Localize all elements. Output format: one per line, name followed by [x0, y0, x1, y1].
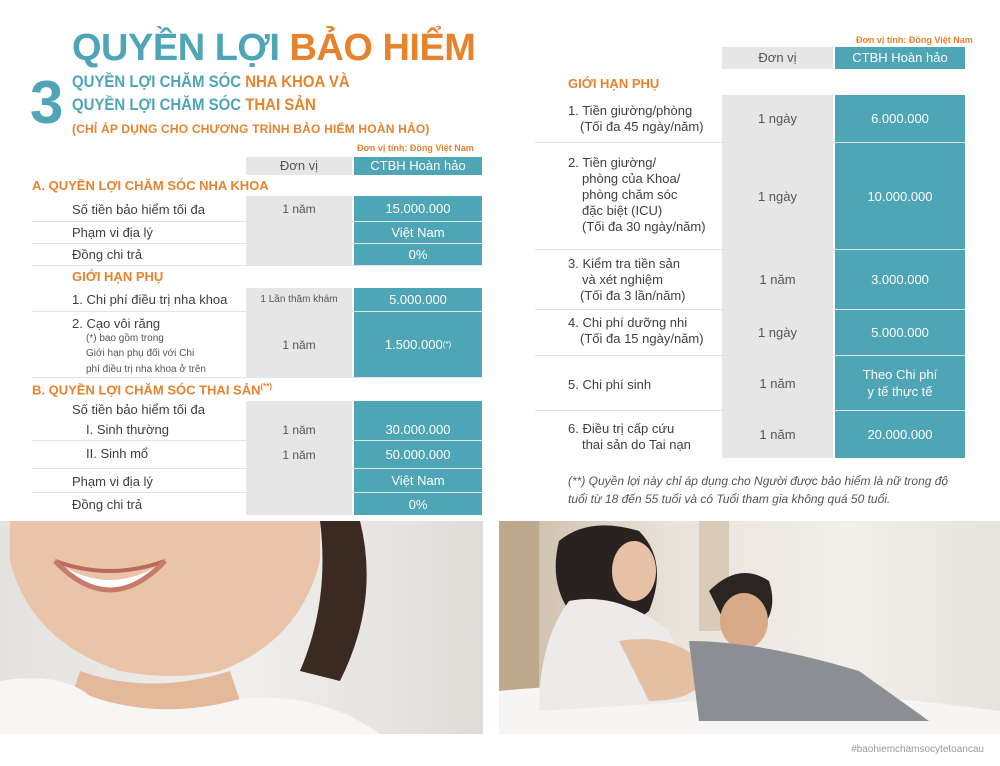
subtitle1-part1: QUYỀN LỢI CHĂM SÓC [72, 72, 242, 91]
row-label: Phạm vi địa lý [72, 474, 153, 489]
pregnant-couple-photo [499, 521, 1000, 734]
row-unit: 1 năm [246, 196, 352, 221]
row-unit: 1 năm [722, 356, 833, 410]
subtitle-line1 [72, 71, 350, 93]
table-row [32, 196, 482, 222]
row-label-line: 4. Chi phí dưỡng nhi [568, 315, 688, 330]
row-label [568, 377, 651, 393]
smiling-woman-illustration [0, 521, 483, 734]
row-label: 1. Chi phí điều trị nha khoa [72, 292, 228, 307]
row-label: Đồng chi trả [72, 497, 143, 512]
row-value-line: 6.000.000 [871, 111, 929, 126]
row-value-line: 3.000.000 [871, 272, 929, 287]
title-part2: BẢO HIỂM [289, 27, 476, 69]
table-row [32, 222, 482, 244]
row-label [568, 421, 691, 453]
scaling-note-1: (*) bao gồm trong [86, 333, 164, 344]
row-label: Phạm vi địa lý [72, 225, 153, 240]
couple-illustration [499, 521, 1000, 734]
row-unit: 1 Lần thăm khám [246, 288, 352, 311]
title-part1: QUYỀN LỢI [72, 27, 280, 69]
row-value [835, 95, 965, 142]
row-value-line: 10.000.000 [867, 188, 933, 204]
section-b-heading [32, 382, 272, 397]
row-value-line: 5.000.000 [871, 325, 929, 340]
row-label-line: phòng chăm sóc [582, 187, 678, 202]
row-value [835, 143, 965, 249]
row-value: Việt Nam [354, 469, 482, 492]
row-label-line: phòng của Khoa/ [582, 171, 681, 186]
row-label-line: (Tối đa 30 ngày/năm) [582, 219, 706, 234]
row-value-line: Theo Chi phí [862, 367, 938, 382]
row-unit [246, 469, 352, 492]
section-b-text: B. QUYỀN LỢI CHĂM SÓC THAI SẢN [32, 382, 261, 398]
row-label-line: thai sản do Tai nạn [582, 437, 691, 452]
row-label-line: (Tối đa 45 ngày/năm) [580, 119, 704, 134]
row-unit [246, 401, 352, 419]
row-label-line: 3. Kiểm tra tiền sản [568, 256, 680, 271]
row-unit [246, 493, 352, 515]
row-unit: 1 ngày [722, 95, 833, 142]
table-row [32, 469, 482, 493]
right-unit-note: Đơn vị tính: Đồng Việt Nam [856, 35, 973, 45]
scaling-note-2: Giới hạn phụ đối với Chi [86, 348, 195, 359]
row-value: Việt Nam [354, 222, 482, 243]
section-a-heading: A. QUYỀN LỢI CHĂM SÓC NHA KHOA [32, 178, 269, 193]
row-value [835, 250, 965, 309]
section-number: 3 [30, 69, 64, 136]
row-value [835, 356, 965, 410]
hashtag: #baohiemchamsocytetoancau [851, 744, 984, 755]
row-label-line: 5. Chi phí sinh [568, 377, 652, 392]
right-col-plan-header: CTBH Hoàn hảo [835, 47, 965, 69]
row-label: Đồng chi trả [72, 247, 143, 262]
page-title [72, 26, 475, 70]
row-label: 2. Cạo vôi răng [72, 316, 161, 331]
row-value [354, 401, 482, 419]
row-label [568, 103, 704, 135]
row-unit: 1 năm [246, 312, 352, 377]
row-unit: 1 năm [246, 419, 352, 440]
subtitle2-part1: QUYỀN LỢI CHĂM SÓC [72, 95, 242, 114]
row-value: 0% [354, 244, 482, 265]
subtitle1-part2: NHA KHOA VÀ [245, 72, 350, 91]
left-col-plan-header: CTBH Hoàn hảo [354, 157, 482, 175]
table-row [32, 441, 482, 469]
row-unit: 1 năm [722, 411, 833, 458]
footnote: (**) Quyền lợi này chỉ áp dụng cho Người được bảo hiểm là nữ trong độ tuổi từ 18 đến 55 tuổi và có Tuổi tham gia không quá 50 tuổi. [568, 474, 949, 506]
row-value-line: y tế thực tế [867, 384, 933, 399]
row-value: 15.000.000 [354, 196, 482, 221]
row-value-text: 1.500.000 [384, 337, 443, 352]
row-unit: 1 ngày [722, 143, 833, 249]
row-label-line: 6. Điều trị cấp cứu [568, 421, 675, 436]
table-row [32, 401, 482, 419]
row-label-line: 2. Tiền giường/ [568, 155, 657, 170]
right-col-unit-header: Đơn vị [722, 47, 833, 69]
smiling-woman-photo [0, 521, 483, 734]
row-label: Số tiền bảo hiểm tối đa [72, 202, 205, 217]
row-value: 50.000.000 [354, 441, 482, 468]
row-label: II. Sinh mổ [86, 446, 149, 461]
left-sub-heading: GIỚI HẠN PHỤ [72, 269, 164, 284]
row-value-sup: (*) [442, 340, 452, 349]
row-value [835, 411, 965, 458]
row-value-line: 20.000.000 [867, 427, 933, 442]
table-row [32, 288, 482, 312]
right-sub-heading: GIỚI HẠN PHỤ [568, 76, 660, 91]
scaling-note-3: phí điều trị nha khoa ở trên [86, 364, 206, 375]
row-value: 5.000.000 [354, 288, 482, 311]
row-unit [246, 222, 352, 243]
table-row [32, 493, 482, 515]
row-unit: 1 ngày [722, 310, 833, 355]
subtitle2-part2: THAI SẢN [245, 95, 316, 114]
row-label [568, 155, 706, 235]
row-label-line: 1. Tiền giường/phòng [568, 103, 693, 118]
row-label: Số tiền bảo hiểm tối đa [72, 402, 205, 417]
apply-note: (CHỈ ÁP DỤNG CHO CHƯƠNG TRÌNH BẢO HIỂM HOÀN HẢO) [72, 122, 430, 136]
row-label [568, 256, 686, 304]
row-value: 0% [354, 493, 482, 515]
subtitle-line2 [72, 94, 316, 116]
table-row [32, 244, 482, 266]
section-b-sup: (**) [260, 382, 273, 391]
row-label: I. Sinh thường [86, 422, 169, 437]
left-col-unit-header: Đơn vị [246, 157, 352, 175]
row-value: 30.000.000 [354, 419, 482, 440]
row-label [568, 315, 704, 347]
row-unit: 1 năm [722, 250, 833, 309]
row-value [354, 312, 482, 377]
row-label-line: và xét nghiệm [582, 272, 663, 287]
row-value [835, 310, 965, 355]
row-label-line: (Tối đa 15 ngày/năm) [580, 331, 704, 346]
row-unit [246, 244, 352, 265]
left-unit-note: Đơn vị tính: Đồng Việt Nam [357, 143, 474, 153]
row-label-line: (Tối đa 3 lần/năm) [580, 288, 686, 303]
row-label-line: đặc biệt (ICU) [582, 203, 663, 218]
row-unit: 1 năm [246, 441, 352, 468]
table-row [32, 419, 482, 441]
